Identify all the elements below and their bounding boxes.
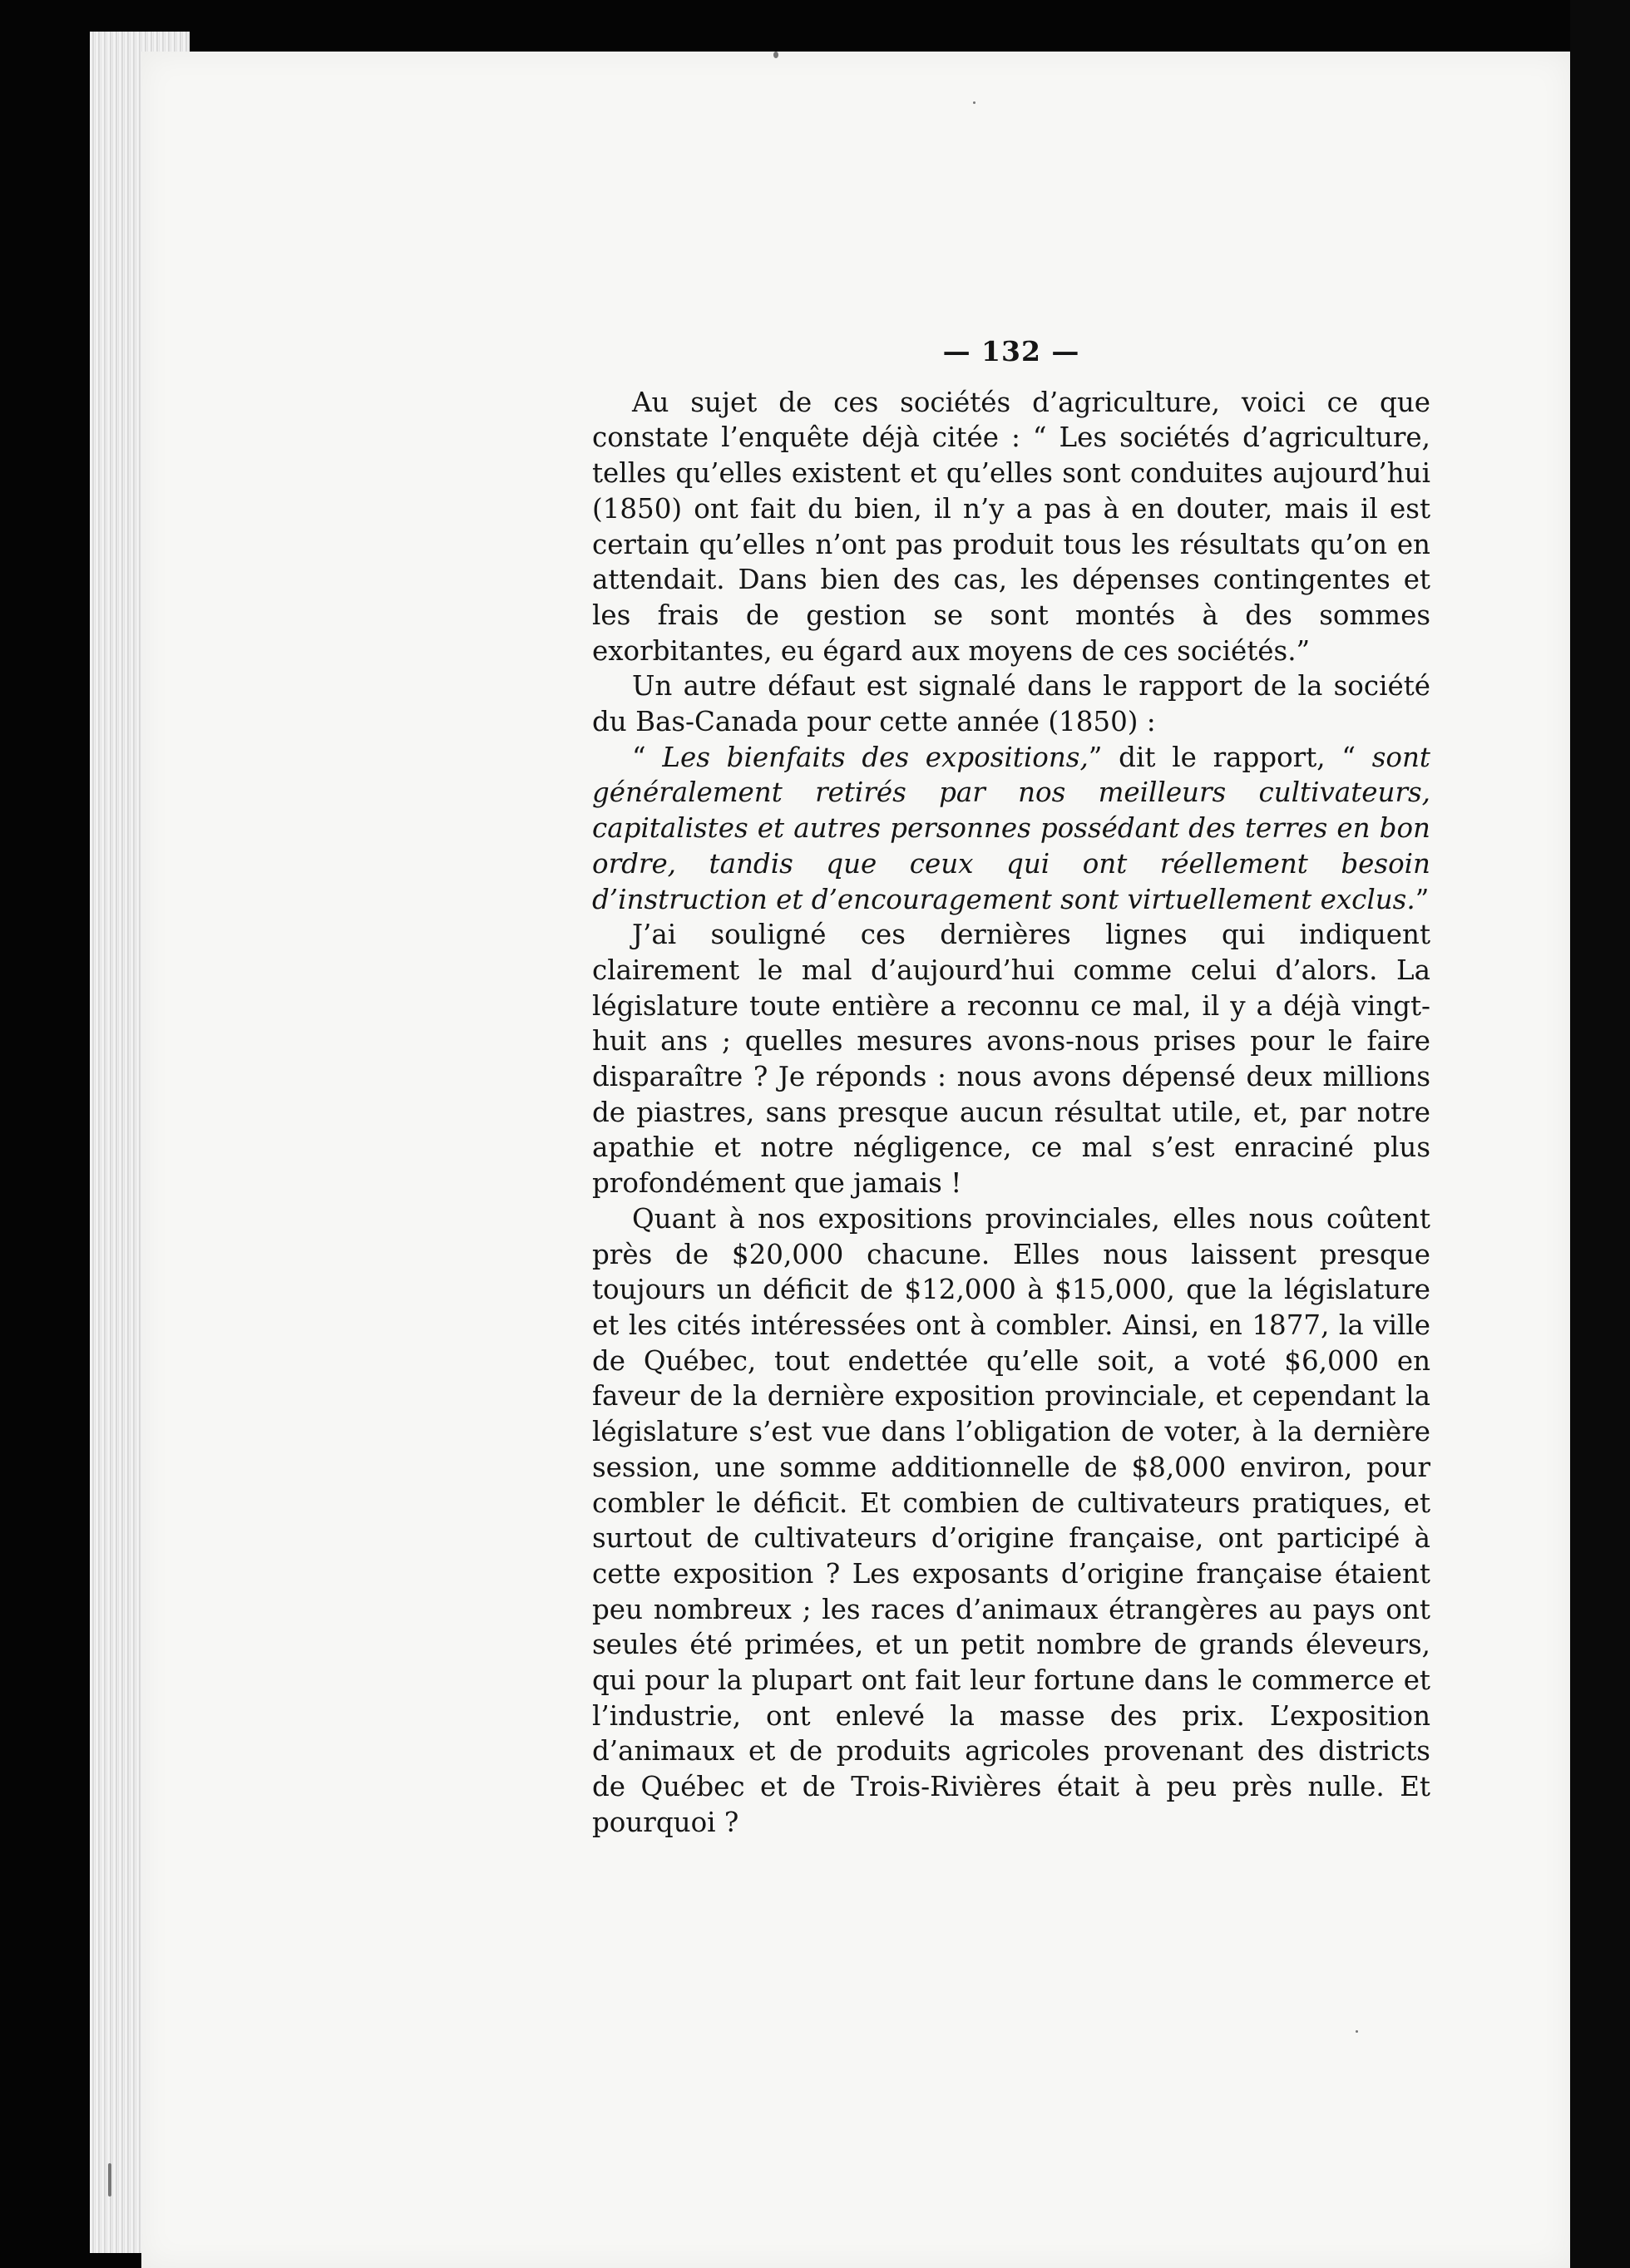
quote-italic-part: sont généralement retirés par nos meilleurs cultivateurs, capitalistes et autres personnes possédant des terres en bon ordre, tandis que ceux qui ont réellement besoin d’instruction et d’encouragement sont virtuellement exclus. — [592, 741, 1430, 915]
book-gutter — [1570, 0, 1630, 2268]
paragraph: J’ai souligné ces dernières lignes qui indiquent clairement le mal d’aujourd’hui comme celui d’alors. La législature toute entière a reconnu ce mal, il y a déjà vingt-huit ans ; quelles mesures avons-nous prises pour le faire disparaître ? Je réponds : nous avons dépensé deux millions de piastres, sans presque aucun résultat utile, et, par notre apathie et notre négligence, ce mal s’est enraciné plus profondément que jamais ! — [592, 919, 1430, 1200]
quoted-paragraph — [592, 740, 1430, 918]
paragraph: Au sujet de ces sociétés d’agriculture, voici ce que constate l’enquête déjà citée : “ Les sociétés d’agriculture, telles qu’elles existent et qu’elles sont conduites aujourd’hui (1850) ont fait du bien, il n’y a pas à en douter, mais il est certain qu’elles n’ont pas produit tous les résultats qu’on en attendait. Dans bien des cas, les dépenses contingentes et les frais de gestion se sont montés à des sommes exorbitantes, eu égard aux moyens de ces sociétés.” — [592, 386, 1430, 667]
paragraph: Un autre défaut est signalé dans le rapport de la société du Bas-Canada pour cette année (1850) : — [592, 670, 1430, 738]
scan-speck — [773, 52, 778, 58]
page-text — [592, 334, 1430, 1841]
page-number: — 132 — — [942, 335, 1080, 367]
quote-open-mark: “ — [632, 741, 663, 773]
quote-close-mark: ” — [1415, 883, 1430, 915]
scan-speck — [973, 101, 976, 104]
scan-speck — [108, 2163, 111, 2197]
paragraph: Quant à nos expositions provinciales, elles nous coûtent près de $20,000 chacune. Elles nous laissent presque toujours un déficit de $12,000 à $15,000, que la législature et les cités intéressées ont à combler. Ainsi, en 1877, la ville de Québec, tout endettée qu’elle soit, a voté $6,000 en faveur de la dernière exposition provinciale, et cependant la législature s’est vue dans l’obligation de voter, à la dernière session, une somme additionnelle de $8,000 environ, pour combler le déficit. Et combien de cultivateurs pratiques, et surtout de cultivateurs d’origine française, ont participé à cette exposition ? Les exposants d’origine française étaient peu nombreux ; les races d’animaux étrangères au pays ont seules été primées, et un petit nombre de grands éleveurs, qui pour la plupart ont fait leur fortune dans le commerce et l’industrie, ont enlevé la masse des prix. L’exposition d’animaux et de produits agricoles provenant des districts de Québec et de Trois-Rivières était à peu près nulle. Et pourquoi ? — [592, 1202, 1430, 1838]
quote-attribution: ” dit le rapport, “ — [1088, 741, 1372, 773]
quote-italic-part: Les bienfaits des expositions, — [662, 741, 1089, 773]
scan-speck — [1356, 2030, 1358, 2033]
